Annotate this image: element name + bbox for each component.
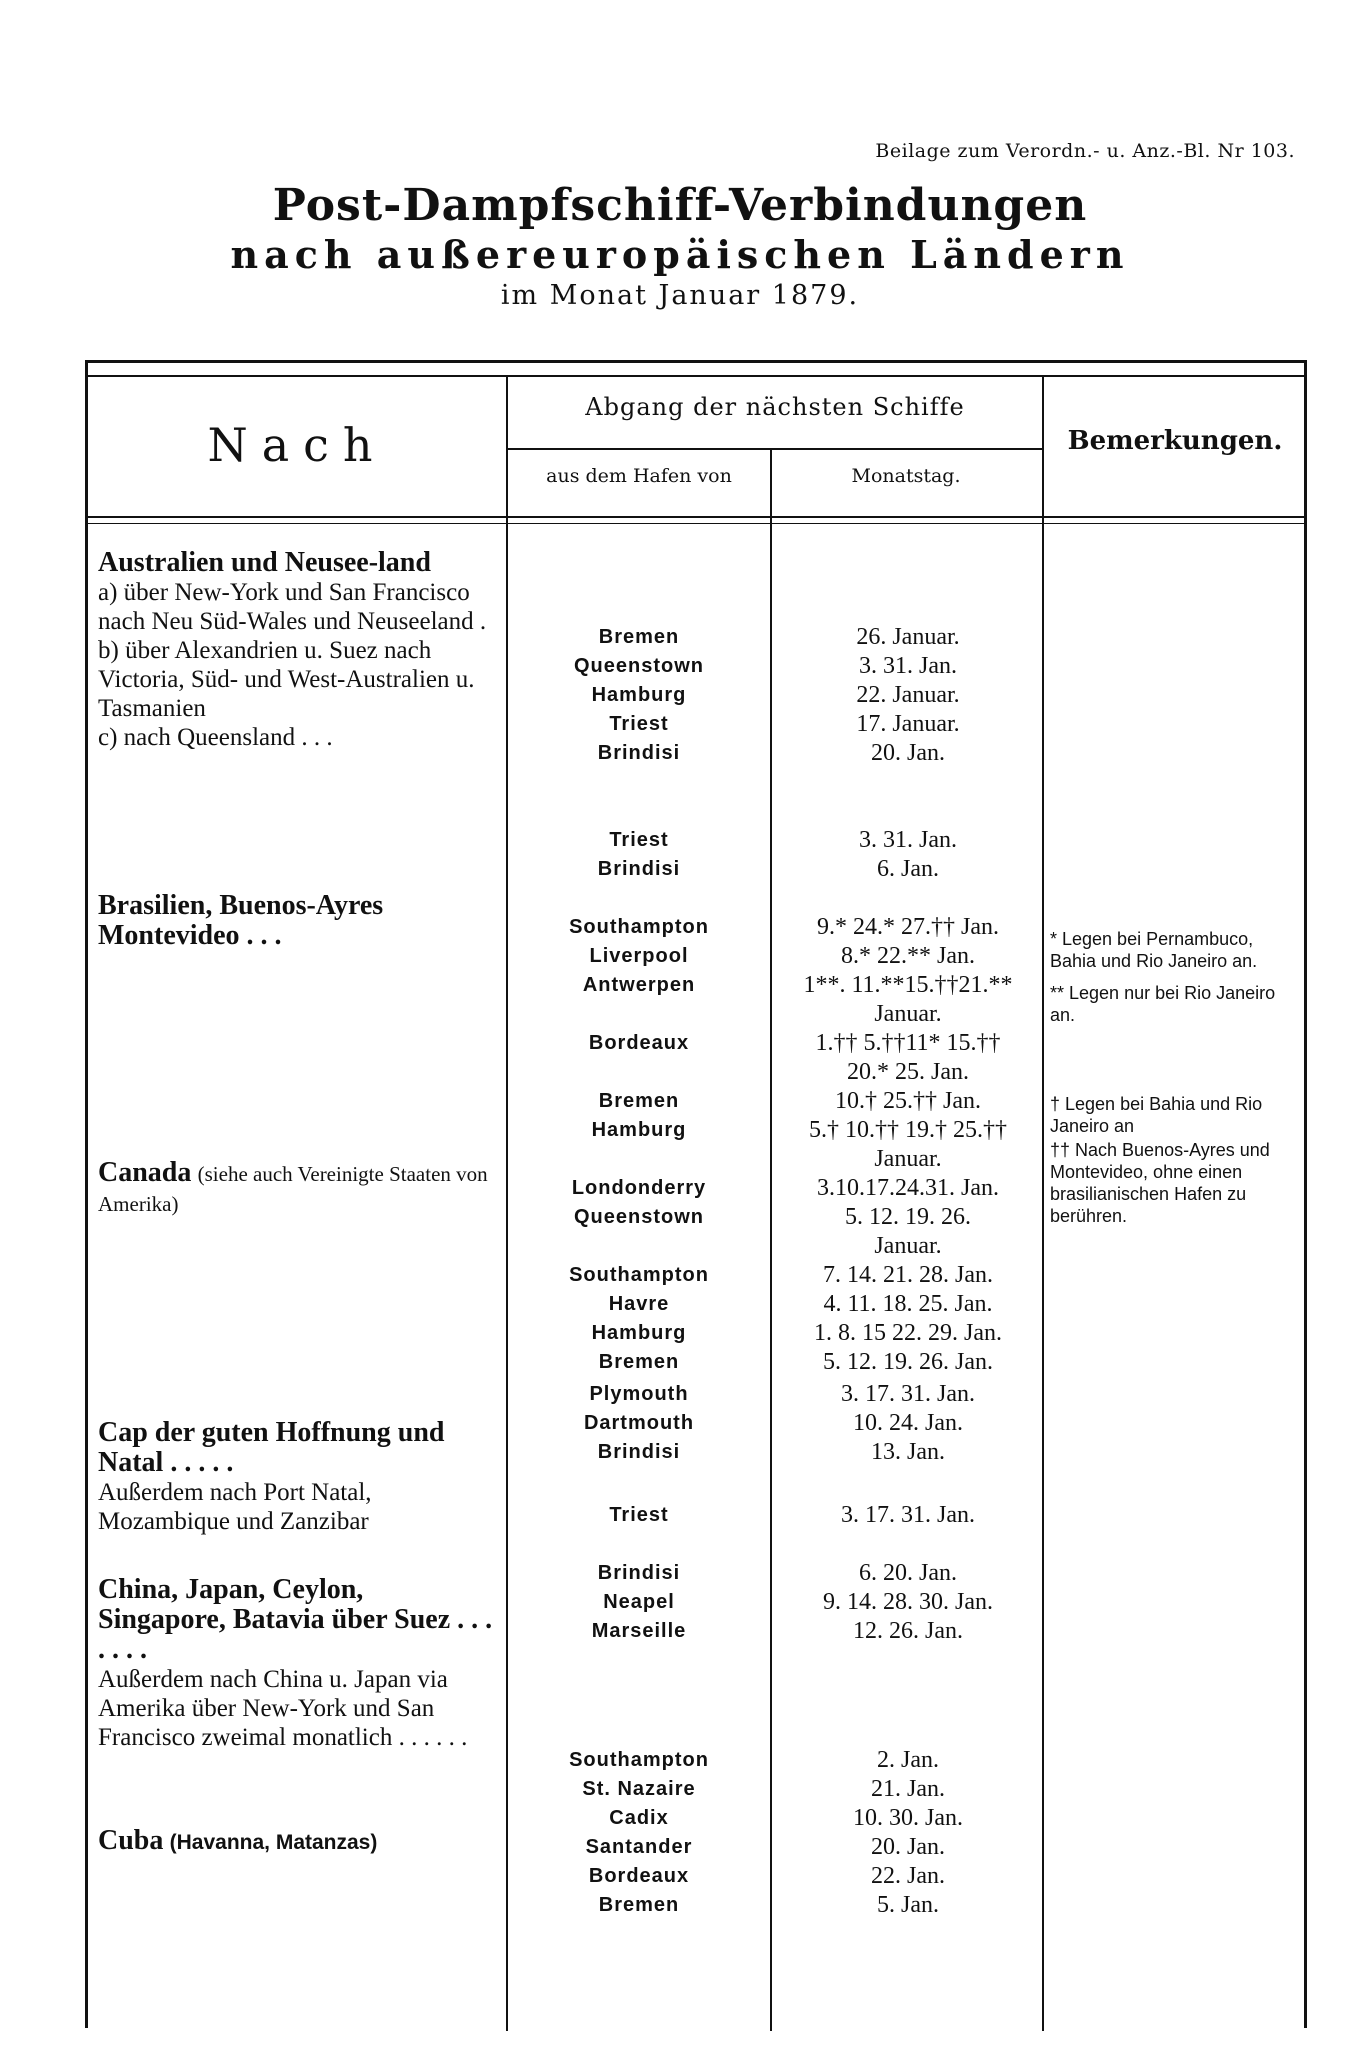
col-divider-nach — [506, 375, 508, 2031]
remark: ** Legen nur bei Rio Janeiro an. — [1050, 983, 1276, 1025]
destination-title: Australien und Neusee-land — [98, 547, 431, 578]
abgang-divider — [508, 448, 1042, 450]
port-name: Queenstown — [573, 655, 704, 677]
destination-line: b) über Alexandrien u. Suez nach Victoria, Süd- und West-Australien u. Tasmanien — [98, 637, 475, 722]
departure-date: 9. 14. 28. 30. Jan. — [823, 1589, 993, 1615]
port-name: Bremen — [598, 1090, 680, 1112]
departure-date: 13. Jan. — [871, 1439, 945, 1465]
remark: †† Nach Buenos-Ayres und Montevideo, ohne einen brasilianischen Hafen zu berühren. — [1050, 1140, 1270, 1226]
departure-date: 5. Jan. — [877, 1892, 939, 1918]
departure-date: 5. 12. 19. 26. — [845, 1204, 971, 1230]
port-name: Triest — [609, 713, 669, 735]
port-name: Dartmouth — [583, 1412, 695, 1434]
destination-line: Außerdem nach China u. Japan via Amerika über New-York und San Francisco zweimal monatlich . . . . . . — [98, 1666, 468, 1751]
schedule-table — [85, 360, 1307, 2028]
port-name: Bremen — [598, 1894, 680, 1916]
departure-date: 12. 26. Jan. — [853, 1618, 963, 1644]
column-header-abgang: Abgang der nächsten Schiffe — [585, 393, 965, 421]
departure-date: 9.* 24.* 27.†† Jan. — [817, 914, 999, 940]
destination-title: China, Japan, Ceylon, Singapore, Batavia über Suez . . . . . . . — [98, 1574, 493, 1665]
departure-date: 22. Januar. — [856, 682, 960, 708]
departure-date: Januar. — [874, 1001, 942, 1027]
date-list — [774, 623, 1042, 1920]
destination-line: Außerdem nach Port Natal, Mozambique und Zanzibar — [98, 1479, 372, 1535]
header-bottom-rule — [88, 516, 1304, 518]
col-divider-hafen — [770, 448, 772, 2031]
departure-date: 1. 8. 15 22. 29. Jan. — [814, 1320, 1002, 1346]
supplement-line: Beilage zum Verordn.- u. Anz.-Bl. Nr 103. — [875, 140, 1295, 162]
destination-canada — [98, 1158, 494, 1219]
port-name: Brindisi — [597, 858, 681, 880]
departure-date: 22. Jan. — [871, 1863, 945, 1889]
departure-date: 17. Januar. — [856, 711, 960, 737]
port-name: Southampton — [569, 1749, 709, 1771]
month-line: im Monat Januar 1879. — [500, 280, 860, 311]
port-name: Neapel — [603, 1591, 675, 1613]
departure-date: 7. 14. 21. 28. Jan. — [823, 1262, 993, 1288]
port-name: St. Nazaire — [582, 1778, 696, 1800]
destination-cap — [98, 1418, 494, 1536]
column-header-nach: Nach — [207, 418, 387, 472]
departure-date: 6. 20. Jan. — [859, 1560, 957, 1586]
port-name: Bremen — [598, 1351, 680, 1373]
destination-line: a) über New-York und San Francisco nach Neu Süd-Wales und Neuseeland . — [98, 579, 487, 635]
departure-date: 1.†† 5.††11* 15.†† — [815, 1030, 1001, 1056]
header-bottom-rule-2 — [88, 523, 1304, 524]
port-name: Marseille — [591, 1620, 687, 1642]
page-title: Post-Dampfschiff-Verbindungen — [272, 180, 1088, 231]
port-name: Triest — [609, 1504, 669, 1526]
port-name: Cadix — [609, 1807, 669, 1829]
departure-date: 1**. 11.**15.††21.** — [803, 972, 1013, 998]
destination-line: (siehe auch Vereinigte Staaten von Amerika) — [98, 1162, 488, 1216]
departure-date: 20. Jan. — [871, 740, 945, 766]
destination-title: Brasilien, Buenos-Ayres Montevideo . . . — [98, 890, 384, 951]
departure-date: 10. 30. Jan. — [853, 1805, 963, 1831]
port-name: Liverpool — [589, 945, 689, 967]
port-name: Santander — [585, 1836, 693, 1858]
departure-date: 26. Januar. — [856, 624, 960, 650]
departure-date: Januar. — [874, 1233, 942, 1259]
departure-date: 6. Jan. — [877, 856, 939, 882]
port-name: Southampton — [569, 916, 709, 938]
port-name: Bremen — [598, 626, 680, 648]
remarks-daggers — [1050, 1093, 1300, 1237]
port-list — [518, 623, 760, 1920]
departure-date: 21. Jan. — [871, 1776, 945, 1802]
port-name: Southampton — [569, 1264, 709, 1286]
column-header-monatstag: Monatstag. — [851, 465, 961, 487]
destination-china — [98, 1575, 494, 1752]
departure-date: 5.† 10.†† 19.† 25.†† — [809, 1117, 1007, 1143]
port-name: Plymouth — [589, 1383, 689, 1405]
port-name: Bordeaux — [588, 1032, 690, 1054]
departure-date: 3. 31. Jan. — [859, 827, 957, 853]
column-header-bemerkungen: Bemerkungen. — [1067, 426, 1283, 456]
port-name: Hamburg — [591, 1119, 687, 1141]
header-top-rule — [88, 375, 1304, 377]
port-name: Hamburg — [591, 1322, 687, 1344]
departure-date: 3. 31. Jan. — [859, 653, 957, 679]
port-name: Brindisi — [597, 1562, 681, 1584]
remarks-brasilien — [1050, 928, 1300, 1036]
port-name: Londonderry — [571, 1177, 707, 1199]
destination-line: c) nach Queensland . . . — [98, 724, 333, 751]
departure-date: 8.* 22.** Jan. — [841, 943, 975, 969]
remark: * Legen bei Pernambuco, Bahia und Rio Janeiro an. — [1050, 929, 1258, 971]
destination-title: Canada — [98, 1157, 192, 1188]
destination-brasilien — [98, 891, 494, 951]
port-name: Triest — [609, 829, 669, 851]
port-name: Brindisi — [597, 742, 681, 764]
departure-date: 4. 11. 18. 25. Jan. — [823, 1291, 993, 1317]
port-name: Brindisi — [597, 1441, 681, 1463]
departure-date: 10. 24. Jan. — [853, 1410, 963, 1436]
port-name: Antwerpen — [582, 974, 696, 996]
departure-date: Januar. — [874, 1146, 942, 1172]
column-header-hafen: aus dem Hafen von — [546, 465, 732, 487]
remark: † Legen bei Bahia und Rio Janeiro an — [1050, 1094, 1263, 1136]
departure-date: 3. 17. 31. Jan. — [841, 1502, 975, 1528]
destination-line: (Havanna, Matanzas) — [169, 1831, 378, 1854]
col-divider-bemerkungen — [1042, 375, 1044, 2031]
port-name: Havre — [608, 1293, 670, 1315]
destination-cuba — [98, 1826, 494, 1857]
page-subtitle: nach außereuropäischen Ländern — [230, 232, 1130, 277]
port-name: Queenstown — [573, 1206, 704, 1228]
departure-date: 10.† 25.†† Jan. — [835, 1088, 981, 1114]
departure-date: 20.* 25. Jan. — [847, 1059, 969, 1085]
departure-date: 2. Jan. — [877, 1747, 939, 1773]
departure-date: 3.10.17.24.31. Jan. — [817, 1175, 999, 1201]
port-name: Hamburg — [591, 684, 687, 706]
destination-title: Cap der guten Hoffnung und Natal . . . . . — [98, 1417, 445, 1478]
port-name: Bordeaux — [588, 1865, 690, 1887]
destination-title: Cuba — [98, 1825, 164, 1856]
destination-australia — [98, 548, 494, 752]
departure-date: 5. 12. 19. 26. Jan. — [823, 1349, 993, 1375]
departure-date: 20. Jan. — [871, 1834, 945, 1860]
departure-date: 3. 17. 31. Jan. — [841, 1381, 975, 1407]
